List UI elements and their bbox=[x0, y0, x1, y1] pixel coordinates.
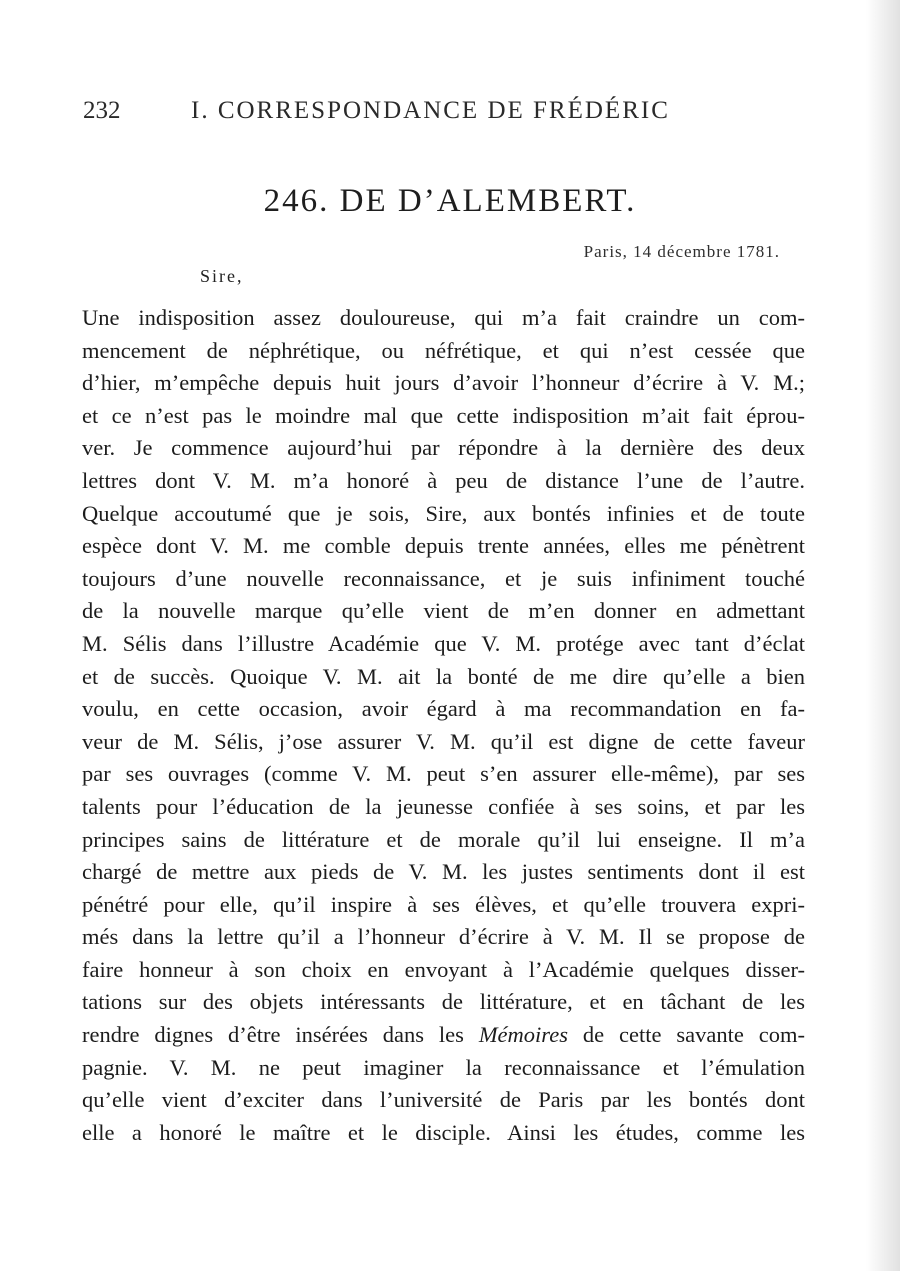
body-line: toujours d’une nouvelle reconnaissance, et je suis infiniment touché bbox=[82, 565, 805, 591]
body-line: M. Sélis dans l’illustre Académie que V. M. protége avec tant d’éclat bbox=[82, 630, 805, 656]
body-line-segment: de cette savante com- bbox=[567, 1022, 805, 1048]
body-line: Quelque accoutumé que je sois, Sire, aux bontés infinies et de toute bbox=[82, 500, 805, 526]
body-line: més dans la lettre qu’il a l’honneur d’écrire à V. M. Il se propose de bbox=[82, 924, 805, 950]
letter-body bbox=[82, 302, 805, 1149]
body-line: pagnie. V. M. ne peut imaginer la reconnaissance et l’émulation bbox=[82, 1054, 805, 1080]
letter-salutation: Sire, bbox=[200, 266, 244, 286]
body-line: et ce n’est pas le moindre mal que cette indisposition m’ait fait éprou- bbox=[82, 402, 805, 428]
body-line: pénétré pour elle, qu’il inspire à ses élèves, et qu’elle trouvera expri- bbox=[82, 891, 805, 917]
body-line: lettres dont V. M. m’a honoré à peu de distance l’une de l’autre. bbox=[82, 467, 805, 493]
body-line: faire honneur à son choix en envoyant à l’Académie quelques disser- bbox=[82, 956, 805, 982]
running-title: I. CORRESPONDANCE DE FRÉDÉRIC bbox=[191, 97, 670, 124]
italic-title-memoires: Mémoires bbox=[478, 1022, 568, 1048]
body-line-segment: rendre dignes d’être insérées dans les bbox=[82, 1022, 479, 1048]
body-line: par ses ouvrages (comme V. M. peut s’en assurer elle-même), par ses bbox=[82, 761, 805, 787]
body-line: espèce dont V. M. me comble depuis trente années, elles me pénètrent bbox=[82, 533, 805, 559]
body-line-with-italic bbox=[82, 1019, 805, 1052]
page-number: 232 bbox=[83, 97, 121, 124]
body-line: de la nouvelle marque qu’elle vient de m’en donner en admettant bbox=[82, 598, 805, 624]
running-header bbox=[83, 97, 703, 129]
body-line: et de succès. Quoique V. M. ait la bonté de me dire qu’elle a bien bbox=[82, 663, 805, 689]
body-line: voulu, en cette occasion, avoir égard à ma recommandation en fa- bbox=[82, 696, 805, 722]
body-line: elle a honoré le maître et le disciple. Ainsi les études, comme les bbox=[82, 1119, 805, 1145]
letter-heading: 246. DE D’ALEMBERT. bbox=[263, 183, 637, 219]
body-line: veur de M. Sélis, j’ose assurer V. M. qu’il est digne de cette faveur bbox=[82, 728, 805, 754]
body-line: tations sur des objets intéressants de littérature, et en tâchant de les bbox=[82, 989, 805, 1015]
body-line: d’hier, m’empêche depuis huit jours d’avoir l’honneur d’écrire à V. M.; bbox=[82, 370, 805, 396]
letter-dateline: Paris, 14 décembre 1781. bbox=[583, 242, 780, 261]
body-line: qu’elle vient d’exciter dans l’université de Paris par les bontés dont bbox=[82, 1087, 805, 1113]
body-line: mencement de néphrétique, ou néfrétique, et qui n’est cessée que bbox=[82, 337, 805, 363]
body-line: Une indisposition assez douloureuse, qui m’a fait craindre un com- bbox=[82, 305, 805, 330]
body-line: principes sains de littérature et de morale qu’il lui enseigne. Il m’a bbox=[82, 826, 805, 852]
body-line: talents pour l’éducation de la jeunesse confiée à ses soins, et par les bbox=[82, 793, 805, 819]
body-line: chargé de mettre aux pieds de V. M. les justes sentiments dont il est bbox=[82, 859, 805, 885]
body-line: ver. Je commence aujourd’hui par répondre à la dernière des deux bbox=[82, 435, 805, 461]
